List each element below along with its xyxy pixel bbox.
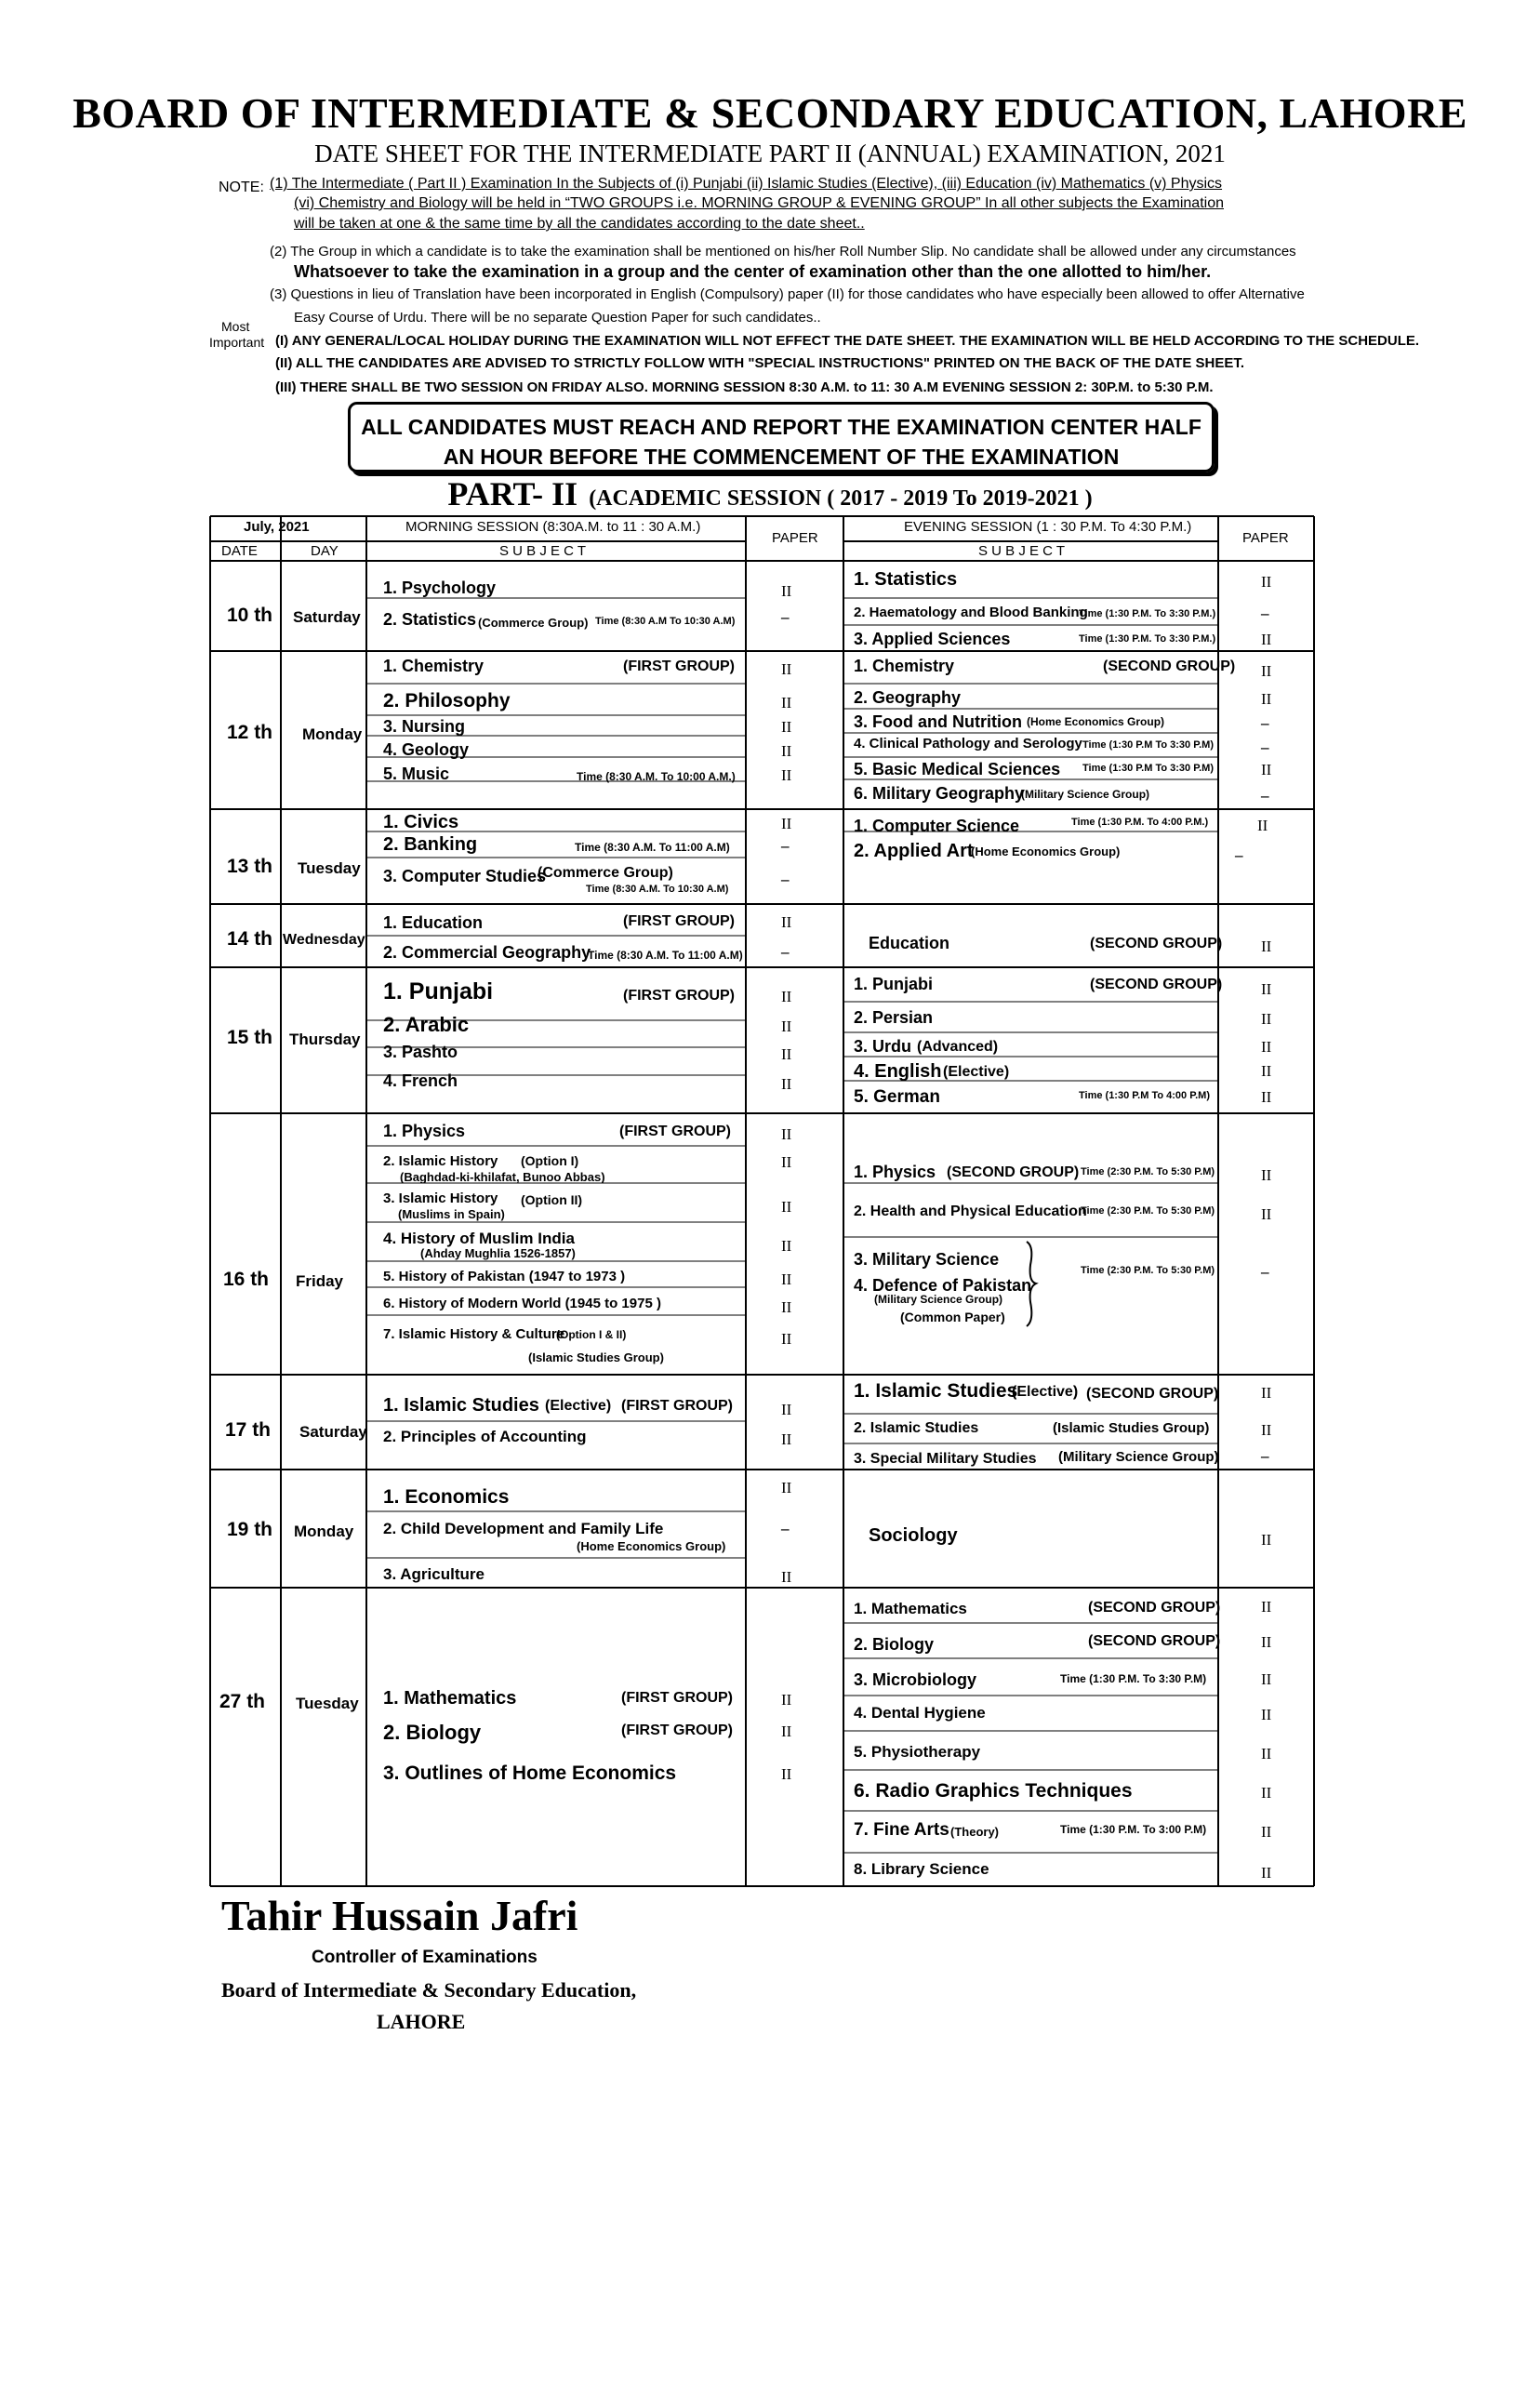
paper-number: II: [781, 1270, 792, 1288]
morning-subject: 1. Psychology: [383, 579, 497, 597]
academic-session: (ACADEMIC SESSION ( 2017 - 2019 To 2019-2021 ): [589, 486, 1093, 511]
row-day: Saturday: [293, 608, 361, 626]
paper-number: II: [1261, 690, 1272, 708]
morning-subject: 1. Islamic Studies: [383, 1395, 539, 1416]
controller-name: Tahir Hussain Jafri: [221, 1892, 578, 1939]
important-1: (I) ANY GENERAL/LOCAL HOLIDAY DURING THE EXAMINATION WILL NOT EFFECT THE DATE SHEET. THE EXAMINATION WILL BE HELD ACCORDING TO THE SCHEDULE.: [275, 333, 1420, 349]
paper-number: II: [781, 766, 792, 784]
paper-number: II: [781, 913, 792, 931]
morning-subject: 3. Computer Studies: [383, 867, 547, 885]
evening-subject-note: (Elective): [943, 1064, 1010, 1080]
evening-subject-time: Time (2:30 P.M. To 5:30 P.M): [1081, 1205, 1215, 1217]
morning-subject-note: (Home Economics Group): [577, 1539, 726, 1553]
part-label: PART- II: [447, 475, 578, 512]
evening-subject-time: Time (1:30 P.M. To 3:30 P.M): [1060, 1672, 1207, 1685]
evening-subject-group: (SECOND GROUP): [947, 1164, 1080, 1180]
row-day: Friday: [296, 1272, 344, 1290]
evening-subject-elective: (Elective): [1012, 1384, 1079, 1400]
morning-subject-group: (FIRST GROUP): [623, 988, 735, 1004]
evening-subject: 3. Urdu: [854, 1037, 912, 1056]
morning-subject-note: (Islamic Studies Group): [528, 1350, 664, 1364]
row-day: Thursday: [289, 1031, 361, 1048]
evening-subject: 3. Applied Sciences: [854, 630, 1011, 648]
paper-number: II: [781, 1479, 792, 1496]
morning-subject: 2. Principles of Accounting: [383, 1428, 587, 1445]
evening-subject: 1. Computer Science: [854, 817, 1020, 835]
morning-subject-group: (FIRST GROUP): [621, 1690, 733, 1706]
paper-number: II: [781, 694, 792, 712]
paper-number: II: [1261, 1531, 1272, 1549]
paper-number: II: [781, 1125, 792, 1143]
paper-number: II: [1257, 817, 1268, 834]
paper-number: II: [781, 582, 792, 600]
paper-number: II: [781, 988, 792, 1005]
evening-subject-note: (Advanced): [917, 1039, 999, 1055]
morning-subject-group: (FIRST GROUP): [623, 658, 735, 674]
evening-subject-group: (SECOND GROUP): [1086, 1386, 1219, 1402]
evening-subject: 4. Dental Hygiene: [854, 1704, 986, 1722]
paper-none: –: [1261, 1263, 1269, 1281]
important-2: (II) ALL THE CANDIDATES ARE ADVISED TO STRICTLY FOLLOW WITH "SPECIAL INSTRUCTIONS" PRINTED ON THE BACK OF THE DATE SHEET.: [275, 355, 1245, 371]
morning-subject-group: (FIRST GROUP): [619, 1124, 731, 1139]
morning-subject-time: Time (8:30 A.M. To 10:30 A.M): [586, 884, 729, 895]
morning-subject-time: Time (8:30 A.M To 10:30 A.M): [595, 616, 736, 627]
morning-subject-time: Time (8:30 A.M. To 11:00 A.M): [588, 949, 743, 962]
evening-subject: 2. Geography: [854, 688, 962, 707]
morning-subject-elective: (Elective): [545, 1398, 612, 1414]
paper-number: II: [781, 718, 792, 736]
evening-subject: 2. Biology: [854, 1635, 935, 1654]
paper-number: II: [1261, 1864, 1272, 1882]
evening-subject: 6. Military Geography: [854, 784, 1025, 803]
morning-subject: 3. Islamic History: [383, 1190, 498, 1206]
morning-subject: 1. Physics: [383, 1122, 466, 1140]
paper-number: II: [1261, 980, 1272, 998]
evening-subject: 4. Defence of Pakistan: [854, 1276, 1032, 1295]
evening-subject-time: Time (1:30 P.M. To 3:00 P.M): [1060, 1823, 1207, 1836]
controller-title: Controller of Examinations: [312, 1948, 538, 1967]
evening-subject: 5. Physiotherapy: [854, 1743, 981, 1761]
morning-subject: 3. Nursing: [383, 717, 466, 736]
evening-subject: 2. Haematology and Blood Banking: [854, 605, 1088, 620]
paper-number: II: [781, 742, 792, 760]
paper-number: II: [1261, 573, 1272, 591]
paper-number: II: [1261, 1670, 1272, 1688]
morning-paper-header: PAPER: [772, 530, 818, 546]
morning-subject: 1. Chemistry: [383, 657, 485, 675]
paper-number: II: [1261, 1823, 1272, 1841]
paper-none: –: [1261, 714, 1269, 732]
notice-line-1: ALL CANDIDATES MUST REACH AND REPORT THE EXAMINATION CENTER HALF: [361, 415, 1201, 439]
evening-subject: 2. Applied Art: [854, 841, 974, 861]
evening-subject: 1. Mathematics: [854, 1600, 967, 1617]
evening-subject: Education: [869, 934, 950, 952]
morning-subject: 5. History of Pakistan (1947 to 1973 ): [383, 1269, 626, 1284]
paper-number: II: [1261, 1038, 1272, 1056]
paper-number: II: [1261, 1010, 1272, 1028]
note-3-line-b: Easy Course of Urdu. There will be no separate Question Paper for such candidates..: [294, 310, 821, 326]
evening-subject-note: (Military Science Group): [1021, 788, 1150, 801]
note-1-line-b: (vi) Chemistry and Biology will be held in “TWO GROUPS i.e. MORNING GROUP & EVENING GROUP” In all other subjects the Examination: [294, 195, 1224, 211]
evening-subject: 7. Fine Arts: [854, 1820, 949, 1840]
morning-subject: 1. Economics: [383, 1486, 510, 1508]
evening-subject-time: Time (2:30 P.M. To 5:30 P.M): [1081, 1265, 1215, 1276]
evening-subject-group: (SECOND GROUP): [1103, 658, 1236, 674]
paper-number: II: [1261, 1088, 1272, 1106]
paper-number: II: [781, 1430, 792, 1448]
morning-subject-group: (FIRST GROUP): [623, 913, 735, 929]
date-sheet-subtitle: DATE SHEET FOR THE INTERMEDIATE PART II (ANNUAL) EXAMINATION, 2021: [314, 140, 1226, 167]
evening-subject-group: (SECOND GROUP): [1088, 1633, 1221, 1649]
paper-none: –: [1261, 605, 1269, 622]
row-date: 16 th: [223, 1269, 270, 1290]
evening-subject: 1. Physics: [854, 1163, 936, 1181]
evening-subject: 2. Persian: [854, 1008, 934, 1027]
evening-subject-group: (SECOND GROUP): [1088, 1600, 1221, 1616]
morning-subject: 2. Philosophy: [383, 690, 511, 712]
evening-subject-note: (Home Economics Group): [1027, 715, 1165, 728]
evening-paper-header: PAPER: [1242, 530, 1289, 546]
paper-number: II: [1261, 761, 1272, 778]
important-label: Important: [209, 335, 265, 350]
evening-subject: 4. Clinical Pathology and Serology: [854, 736, 1082, 752]
row-date: 12 th: [227, 722, 273, 743]
morning-subject-option: (Option I & II): [556, 1328, 627, 1341]
row-day: Tuesday: [298, 859, 361, 877]
paper-number: II: [1261, 1598, 1272, 1616]
morning-subject-option: (Option II): [521, 1192, 583, 1207]
paper-number: II: [1261, 1745, 1272, 1762]
evening-subject-group: (SECOND GROUP): [1090, 936, 1223, 951]
note-1-line-a: (1) The Intermediate ( Part II ) Examination In the Subjects of (i) Punjabi (ii) Islamic Studies (Elective), (iii) Education (iv) Mathematics (v) Physics: [270, 176, 1223, 192]
day-header: DAY: [311, 543, 339, 559]
morning-subject: 2. Commercial Geography: [383, 943, 591, 962]
morning-subject-option: (Option I): [521, 1153, 579, 1168]
paper-number: II: [1261, 631, 1272, 648]
paper-none: –: [781, 608, 790, 626]
note-2-line-b: Whatsoever to take the examination in a group and the center of examination other than the one allotted to him/her.: [294, 262, 1212, 281]
morning-subject: 3. Agriculture: [383, 1565, 485, 1583]
morning-subject: 1. Punjabi: [383, 978, 494, 1004]
morning-subject: 2. Child Development and Family Life: [383, 1520, 664, 1537]
evening-subject: 1. Islamic Studies: [854, 1380, 1018, 1402]
evening-subject: 1. Chemistry: [854, 657, 955, 675]
evening-subject-time: Time (2:30 P.M. To 5:30 P.M): [1081, 1166, 1215, 1177]
morning-subject: 4. History of Muslim India: [383, 1230, 575, 1247]
evening-subject-time: Time (1:30 P.M To 3:30 P.M): [1082, 763, 1215, 774]
morning-subject: 6. History of Modern World (1945 to 1975 ): [383, 1296, 661, 1311]
paper-number: II: [781, 1045, 792, 1063]
board-name: Board of Intermediate & Secondary Education,: [221, 1978, 637, 2002]
morning-subject: 4. Geology: [383, 740, 470, 759]
morning-subject-note: (Ahday Mughlia 1526-1857): [420, 1246, 576, 1260]
morning-subject-group: (FIRST GROUP): [621, 1723, 733, 1738]
morning-subject-group: (Commerce Group): [478, 616, 589, 630]
morning-subject: 1. Civics: [383, 812, 459, 832]
evening-subject: 6. Radio Graphics Techniques: [854, 1780, 1133, 1802]
date-header: DATE: [221, 543, 258, 559]
morning-subject: 1. Mathematics: [383, 1688, 517, 1709]
most-label: Most: [221, 319, 250, 334]
paper-number: II: [781, 1401, 792, 1418]
row-date: 17 th: [225, 1419, 272, 1441]
paper-number: II: [1261, 938, 1272, 955]
morning-subject: 2. Biology: [383, 1721, 482, 1744]
evening-subject-time: Time (1:30 P.M To 4:00 P.M): [1079, 1090, 1211, 1101]
morning-subject: 3. Pashto: [383, 1043, 458, 1061]
paper-number: II: [781, 1691, 792, 1709]
paper-number: II: [781, 1153, 792, 1171]
month-header: July, 2021: [244, 519, 310, 535]
morning-subject-group: (Commerce Group): [538, 865, 673, 881]
morning-subject: 1. Education: [383, 913, 484, 932]
row-date: 27 th: [219, 1691, 266, 1712]
evening-subject-time: Time (1:30 P.M. To 3:30 P.M.): [1079, 633, 1216, 645]
evening-subject-note: (Home Economics Group): [971, 845, 1121, 858]
morning-subject: 3. Outlines of Home Economics: [383, 1762, 677, 1784]
evening-subject: 1. Punjabi: [854, 975, 934, 993]
row-day: Wednesday: [283, 932, 365, 948]
morning-subject: 2. Arabic: [383, 1013, 470, 1036]
evening-subject-note: (Military Science Group): [1058, 1449, 1219, 1465]
morning-subject: 4. French: [383, 1071, 458, 1090]
paper-number: II: [781, 1298, 792, 1316]
morning-subject: 2. Statistics: [383, 610, 477, 629]
evening-subject-note: (Military Science Group): [874, 1293, 1003, 1306]
paper-number: II: [1261, 1166, 1272, 1184]
evening-subject-note: (Islamic Studies Group): [1053, 1420, 1210, 1436]
paper-none: –: [781, 871, 790, 888]
evening-subject: 1. Statistics: [854, 569, 958, 590]
row-day: Monday: [294, 1523, 354, 1540]
evening-subject: 2. Health and Physical Education: [854, 1204, 1087, 1219]
morning-subject-group: (FIRST GROUP): [621, 1398, 733, 1414]
evening-subject: 8. Library Science: [854, 1860, 989, 1878]
morning-subject-time: Time (8:30 A.M. To 11:00 A.M): [575, 841, 730, 854]
paper-number: II: [781, 815, 792, 832]
evening-subject-time: Time (1:30 P.M To 3:30 P.M): [1082, 739, 1215, 751]
morning-subject: 5. Music: [383, 765, 450, 783]
evening-subject-header: S U B J E C T: [978, 543, 1066, 559]
paper-number: II: [781, 1765, 792, 1783]
paper-number: II: [1261, 662, 1272, 680]
morning-subject: 2. Islamic History: [383, 1153, 498, 1169]
row-day: Tuesday: [296, 1695, 359, 1712]
paper-number: II: [1261, 1706, 1272, 1723]
evening-subject: 4. English: [854, 1061, 942, 1082]
evening-subject: Sociology: [869, 1525, 958, 1546]
paper-none: –: [781, 943, 790, 961]
paper-none: –: [1261, 738, 1269, 756]
paper-none: –: [781, 1520, 790, 1537]
paper-number: II: [1261, 1062, 1272, 1080]
evening-session-header: EVENING SESSION (1 : 30 P.M. To 4:30 P.M.): [904, 519, 1192, 535]
evening-subject: 3. Microbiology: [854, 1670, 977, 1689]
note-1-line-c: will be taken at one & the same time by all the candidates according to the date sheet..: [294, 216, 865, 232]
note-label: NOTE:: [219, 180, 264, 195]
row-date: 10 th: [227, 605, 273, 626]
paper-none: –: [1261, 1447, 1269, 1465]
paper-number: II: [1261, 1784, 1272, 1802]
paper-number: II: [781, 1723, 792, 1740]
morning-subject-note: (Muslims in Spain): [398, 1207, 505, 1221]
paper-number: II: [781, 1075, 792, 1093]
paper-number: II: [1261, 1205, 1272, 1223]
paper-none: –: [1235, 846, 1243, 864]
evening-subject: 5. Basic Medical Sciences: [854, 760, 1061, 778]
evening-subject: 3. Special Military Studies: [854, 1451, 1037, 1467]
evening-subject-group: (SECOND GROUP): [1090, 977, 1223, 992]
row-date: 19 th: [227, 1519, 273, 1540]
paper-number: II: [781, 1018, 792, 1035]
paper-number: II: [781, 1237, 792, 1255]
evening-subject: 3. Military Science: [854, 1250, 1000, 1269]
evening-subject: 3. Food and Nutrition: [854, 712, 1022, 731]
row-date: 15 th: [227, 1027, 273, 1048]
morning-subject-note: (Baghdad-ki-khilafat, Bunoo Abbas): [400, 1170, 605, 1184]
paper-none: –: [781, 837, 790, 855]
morning-subject: 7. Islamic History & Culture: [383, 1326, 565, 1342]
evening-subject-note: (Common Paper): [900, 1310, 1005, 1324]
evening-subject: 5. German: [854, 1087, 940, 1107]
evening-subject: 2. Islamic Studies: [854, 1420, 979, 1436]
paper-number: II: [1261, 1633, 1272, 1651]
paper-number: II: [1261, 1384, 1272, 1402]
evening-subject-time: Time (1:30 P.M. To 3:30 P.M.): [1079, 608, 1216, 619]
paper-number: II: [781, 1198, 792, 1216]
board-city: LAHORE: [377, 2010, 466, 2033]
row-date: 13 th: [227, 856, 273, 877]
notice-line-2: AN HOUR BEFORE THE COMMENCEMENT OF THE EXAMINATION: [443, 445, 1120, 469]
paper-number: II: [781, 660, 792, 678]
important-3: (III) THERE SHALL BE TWO SESSION ON FRIDAY ALSO. MORNING SESSION 8:30 A.M. to 11: 30 A.M EVENING SESSION 2: 30P.M. to 5:30 P.M.: [275, 379, 1214, 395]
row-day: Saturday: [299, 1423, 367, 1441]
paper-number: II: [1261, 1421, 1272, 1439]
board-title: BOARD OF INTERMEDIATE & SECONDARY EDUCATION, LAHORE: [73, 89, 1467, 137]
morning-session-header: MORNING SESSION (8:30A.M. to 11 : 30 A.M.): [405, 519, 701, 535]
note-2-line-a: (2) The Group in which a candidate is to take the examination shall be mentioned on his/her Roll Number Slip. No candidate shall be allowed under any circumstances: [270, 244, 1296, 259]
paper-none: –: [1261, 787, 1269, 805]
morning-subject-time: Time (8:30 A.M. To 10:00 A.M.): [577, 770, 736, 783]
note-3-line-a: (3) Questions in lieu of Translation have been incorporated in English (Compulsory) paper (II) for those candidates who have especially been allowed to offer Alternative: [270, 286, 1305, 302]
morning-subject-header: S U B J E C T: [499, 543, 587, 559]
row-date: 14 th: [227, 928, 273, 950]
morning-subject: 2. Banking: [383, 834, 478, 855]
row-day: Monday: [302, 725, 363, 743]
evening-subject-note: (Theory): [950, 1825, 999, 1839]
paper-number: II: [781, 1330, 792, 1348]
paper-number: II: [781, 1568, 792, 1586]
evening-subject-time: Time (1:30 P.M. To 4:00 P.M.): [1071, 817, 1209, 828]
